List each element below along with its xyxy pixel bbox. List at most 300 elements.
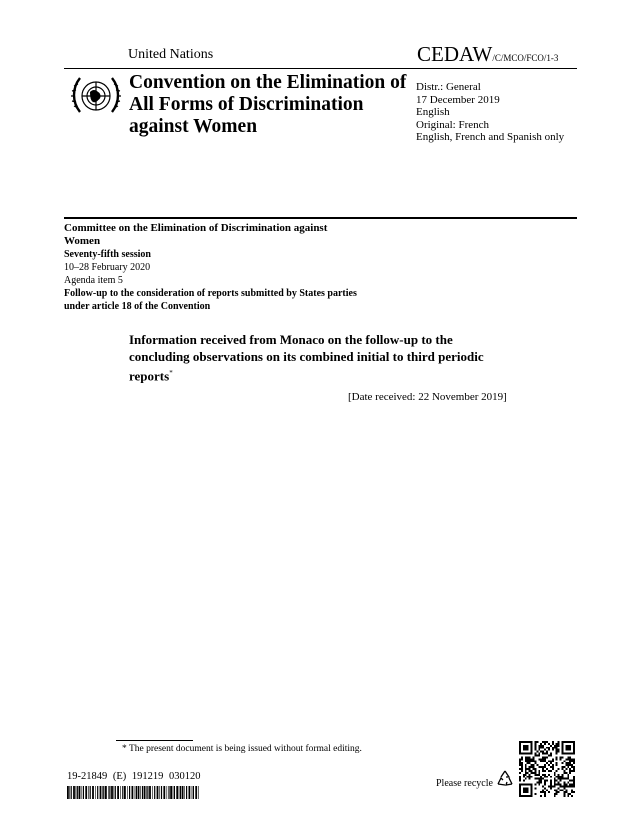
barcode-bar <box>186 786 187 799</box>
qr-module <box>531 772 533 774</box>
qr-module <box>519 762 521 764</box>
qr-module <box>563 793 565 795</box>
barcode-bar <box>97 786 98 799</box>
qr-module <box>571 766 573 768</box>
distribution-languages: English, French and Spanish only <box>416 131 565 143</box>
qr-module <box>527 772 529 774</box>
qr-module <box>548 770 550 772</box>
qr-module <box>550 787 552 789</box>
qr-module <box>561 778 563 780</box>
qr-module <box>550 753 552 755</box>
qr-module <box>558 778 560 780</box>
qr-module <box>540 751 542 753</box>
qr-module <box>569 760 571 762</box>
barcode-bar <box>161 786 162 799</box>
qr-module <box>556 783 558 785</box>
qr-module <box>540 758 542 760</box>
qr-module <box>542 774 544 776</box>
barcode-bar <box>147 786 148 799</box>
qr-module <box>573 768 575 770</box>
qr-module <box>540 795 542 797</box>
qr-module <box>573 780 575 782</box>
qr-module <box>563 778 565 780</box>
qr-module <box>538 774 540 776</box>
barcode-bar <box>103 786 104 799</box>
qr-module <box>525 768 527 770</box>
qr-module <box>527 756 529 758</box>
qr-module <box>550 766 552 768</box>
qr-module <box>565 768 567 770</box>
qr-module <box>561 768 563 770</box>
qr-module <box>546 753 548 755</box>
distribution-block <box>416 81 596 144</box>
qr-module <box>519 741 521 755</box>
qr-module <box>540 782 542 784</box>
barcode-bar <box>182 786 184 799</box>
qr-module <box>519 778 521 780</box>
qr-module <box>525 766 527 768</box>
barcode-bar <box>69 786 70 799</box>
qr-module <box>538 782 540 784</box>
qr-module <box>565 764 567 766</box>
qr-module <box>563 782 565 784</box>
qr-module <box>544 776 546 778</box>
qr-module <box>573 760 575 762</box>
barcode-bar <box>136 786 137 799</box>
qr-module <box>533 764 535 766</box>
qr-module <box>546 776 548 778</box>
distribution-original: Original: French <box>416 118 490 131</box>
barcode-bar <box>100 786 102 799</box>
qr-module <box>542 778 544 780</box>
qr-module <box>546 751 548 753</box>
qr-module <box>536 778 538 780</box>
barcode-bar <box>71 786 72 799</box>
qr-module <box>561 762 563 764</box>
barcode-bar <box>85 786 87 799</box>
barcode-bar <box>168 786 169 799</box>
qr-module <box>531 741 533 755</box>
qr-module <box>534 747 536 749</box>
qr-module <box>561 766 563 768</box>
qr-module <box>552 785 554 787</box>
qr-module <box>569 772 571 774</box>
qr-module <box>569 780 571 782</box>
barcode-bar <box>79 786 81 799</box>
qr-module <box>525 764 527 766</box>
qr-module <box>519 780 521 782</box>
qr-module <box>538 766 540 768</box>
qr-module <box>534 762 536 764</box>
qr-module <box>544 764 546 766</box>
footnote-marker[interactable]: * <box>169 369 173 377</box>
agenda-title: Follow-up to the consideration of reports submitted by States parties under article 18 of the Convention <box>64 288 357 312</box>
barcode-bar <box>135 786 136 799</box>
qr-module <box>565 772 567 774</box>
qr-module <box>548 749 550 751</box>
qr-module <box>556 753 558 755</box>
barcode-bar <box>170 786 172 799</box>
qr-module <box>519 783 533 785</box>
qr-module <box>558 743 560 745</box>
qr-module <box>542 751 544 753</box>
convention-title: Convention on the Elimination of All Forms of Discrimination against Women <box>129 72 407 137</box>
qr-module <box>529 776 531 778</box>
qr-module <box>540 747 542 749</box>
qr-module <box>544 760 546 762</box>
qr-module <box>544 758 546 760</box>
qr-module <box>531 776 533 778</box>
qr-module <box>561 785 563 787</box>
qr-module <box>546 780 548 782</box>
qr-module <box>569 758 571 760</box>
qr-module <box>550 782 552 784</box>
qr-module <box>531 766 533 768</box>
qr-module <box>563 785 565 787</box>
qr-module <box>573 776 575 778</box>
qr-module <box>569 793 571 795</box>
session-label: Seventy-fifth session <box>64 249 151 260</box>
qr-module <box>523 745 529 751</box>
qr-module <box>561 741 575 743</box>
qr-module <box>558 751 560 753</box>
qr-module <box>561 756 563 758</box>
qr-module <box>556 780 558 782</box>
qr-module <box>565 762 567 764</box>
qr-module <box>531 760 533 762</box>
qr-module <box>554 789 556 791</box>
qr-module <box>548 785 550 787</box>
qr-module <box>542 741 544 743</box>
qr-module <box>519 741 533 743</box>
qr-module <box>556 758 558 760</box>
qr-module <box>554 782 556 784</box>
date-received: [Date received: 22 November 2019] <box>348 391 507 403</box>
qr-module <box>556 751 558 753</box>
qr-module <box>556 756 558 758</box>
barcode-bar <box>146 786 147 799</box>
qr-module <box>544 770 546 772</box>
barcode-bar <box>111 786 113 799</box>
qr-module <box>565 758 567 760</box>
document-symbol <box>417 42 558 67</box>
qr-module <box>542 789 544 791</box>
barcode-bar <box>83 786 84 799</box>
qr-module <box>567 793 569 795</box>
qr-module <box>529 770 531 772</box>
qr-module <box>544 791 546 793</box>
barcode-bar <box>124 786 126 799</box>
qr-module <box>560 789 562 791</box>
qr-module <box>529 778 531 780</box>
qr-module <box>538 778 540 780</box>
qr-module <box>523 787 529 793</box>
qr-module <box>569 770 571 772</box>
qr-module <box>560 758 562 760</box>
qr-module <box>533 766 535 768</box>
qr-module <box>542 756 544 758</box>
qr-module <box>534 770 536 772</box>
document-number: 19-21849 (E) 191219 030120 <box>67 771 201 782</box>
qr-module <box>534 772 536 774</box>
barcode-bar <box>114 786 115 799</box>
qr-module <box>550 755 552 757</box>
barcode-bar <box>192 786 193 799</box>
committee-name: Committee on the Elimination of Discrimination against Women <box>64 222 328 247</box>
qr-module <box>536 741 538 743</box>
qr-module <box>534 774 536 776</box>
qr-module <box>571 760 573 762</box>
qr-module <box>565 783 567 785</box>
qr-module <box>558 776 560 778</box>
qr-module <box>571 791 573 793</box>
session-dates: 10–28 February 2020 <box>64 262 151 273</box>
barcode-bar <box>184 786 185 799</box>
qr-module <box>540 791 542 793</box>
qr-module <box>538 780 540 782</box>
qr-module <box>544 753 546 755</box>
barcode-bar <box>105 786 107 799</box>
qr-module <box>544 766 546 768</box>
qr-module <box>531 764 533 766</box>
qr-module <box>554 785 556 787</box>
qr-module <box>548 760 550 762</box>
barcode-bar <box>109 786 110 799</box>
qr-module <box>558 745 560 747</box>
qr-module <box>538 745 540 747</box>
barcode-bar <box>189 786 191 799</box>
qr-module <box>571 764 573 766</box>
qr-module <box>554 745 556 747</box>
barcode-bar <box>88 786 89 799</box>
qr-module <box>538 755 540 757</box>
qr-module <box>565 745 571 751</box>
barcode-bar <box>90 786 91 799</box>
qr-module <box>519 753 533 755</box>
qr-module <box>567 778 569 780</box>
qr-module <box>544 787 546 789</box>
qr-module <box>556 776 558 778</box>
qr-module <box>550 785 552 787</box>
qr-module <box>540 745 542 747</box>
barcode-bar <box>132 786 134 799</box>
qr-module <box>536 774 538 776</box>
qr-module <box>542 770 544 772</box>
qr-module <box>544 774 546 776</box>
qr-module <box>567 756 569 758</box>
qr-module <box>542 747 544 749</box>
qr-module <box>550 776 552 778</box>
qr-module <box>552 766 554 768</box>
barcode-bar <box>115 786 116 799</box>
qr-module <box>538 783 540 785</box>
qr-module <box>554 795 556 797</box>
qr-module <box>556 745 558 747</box>
qr-module <box>558 787 560 789</box>
qr-module <box>567 758 569 760</box>
qr-module <box>519 772 521 774</box>
barcode-bar <box>198 786 199 799</box>
qr-module <box>534 753 536 755</box>
qr-module <box>567 766 569 768</box>
distribution-date: 17 December 2019 <box>416 93 500 106</box>
qr-module <box>548 755 550 757</box>
qr-module <box>550 760 552 762</box>
barcode-bar <box>73 786 75 799</box>
qr-module <box>565 791 567 793</box>
qr-module <box>534 793 536 795</box>
qr-module <box>573 783 575 785</box>
qr-module <box>552 764 554 766</box>
qr-module <box>523 780 525 782</box>
barcode-bar <box>81 786 82 799</box>
qr-module <box>548 764 550 766</box>
distribution-line: Distr.: General <box>416 81 481 93</box>
qr-module <box>525 774 527 776</box>
qr-module <box>536 751 538 753</box>
qr-module <box>531 770 533 772</box>
qr-module <box>523 776 525 778</box>
qr-module <box>558 791 560 793</box>
qr-module <box>558 749 560 751</box>
qr-module <box>552 758 554 760</box>
qr-module <box>561 753 575 755</box>
barcode-bar <box>77 786 78 799</box>
qr-module <box>534 787 536 789</box>
qr-module <box>521 770 523 772</box>
barcode-bar <box>144 786 146 799</box>
qr-module <box>529 760 531 762</box>
qr-module <box>573 785 575 787</box>
qr-module <box>529 768 531 770</box>
barcode-bar <box>167 786 168 799</box>
qr-module <box>556 764 558 766</box>
qr-module <box>550 783 552 785</box>
qr-module <box>573 758 575 760</box>
qr-module <box>534 745 536 747</box>
qr-module <box>556 762 558 764</box>
qr-module <box>521 758 523 760</box>
qr-module <box>542 760 544 762</box>
qr-module <box>519 795 533 797</box>
qr-module <box>540 776 542 778</box>
qr-module <box>521 768 523 770</box>
qr-module <box>563 770 565 772</box>
qr-module <box>571 783 573 785</box>
qr-module <box>561 789 563 791</box>
qr-module <box>540 760 542 762</box>
barcode-bar <box>173 786 174 799</box>
barcode-bar <box>154 786 155 799</box>
qr-module <box>546 762 548 764</box>
qr-module <box>534 760 536 762</box>
qr-module <box>542 785 544 787</box>
committee-block <box>64 222 364 313</box>
qr-module <box>542 745 544 747</box>
barcode-bar <box>122 786 123 799</box>
qr-module <box>560 783 562 785</box>
qr-module <box>542 791 544 793</box>
qr-module <box>563 787 565 789</box>
recycle-icon <box>494 768 516 790</box>
qr-module <box>569 756 571 758</box>
qr-module <box>550 770 552 772</box>
footnote: * The present document is being issued without formal editing. <box>122 744 362 754</box>
qr-module <box>542 758 544 760</box>
qr-module <box>558 782 560 784</box>
qr-module <box>519 758 521 760</box>
qr-module <box>550 762 552 764</box>
qr-module <box>525 756 527 758</box>
qr-module <box>567 774 569 776</box>
qr-module <box>527 760 529 762</box>
qr-module <box>558 774 560 776</box>
qr-module <box>563 772 565 774</box>
qr-module <box>548 774 550 776</box>
qr-module <box>544 749 546 751</box>
qr-module <box>556 791 558 793</box>
qr-module <box>571 789 573 791</box>
qr-module <box>565 778 567 780</box>
qr-module <box>556 747 558 749</box>
qr-module <box>569 764 571 766</box>
symbol-suffix: /C/MCO/FCO/1-3 <box>492 53 559 63</box>
qr-module <box>560 785 562 787</box>
qr-module <box>536 764 538 766</box>
qr-module <box>560 776 562 778</box>
qr-module <box>556 770 558 772</box>
barcode-bar <box>163 786 165 799</box>
qr-module <box>560 756 562 758</box>
qr-module <box>544 780 546 782</box>
barcode-bar <box>180 786 181 799</box>
qr-module <box>534 741 536 743</box>
qr-module <box>525 758 527 760</box>
qr-module <box>544 795 546 797</box>
qr-module <box>538 753 540 755</box>
qr-module <box>565 789 567 791</box>
qr-module <box>567 776 569 778</box>
qr-module <box>563 783 565 785</box>
qr-module <box>548 743 550 745</box>
qr-module <box>536 782 538 784</box>
qr-module <box>546 789 548 791</box>
main-heading <box>129 331 509 384</box>
qr-module <box>527 776 529 778</box>
qr-module <box>534 755 536 757</box>
qr-module <box>573 778 575 780</box>
qr-module <box>529 774 531 776</box>
qr-module <box>573 782 575 784</box>
barcode-bar <box>140 786 141 799</box>
qr-module <box>533 772 535 774</box>
qr-module <box>525 778 527 780</box>
barcode-bar <box>157 786 159 799</box>
barcode-bar <box>142 786 143 799</box>
qr-module <box>538 758 540 760</box>
qr-module <box>536 755 538 757</box>
qr-module <box>538 770 540 772</box>
barcode-bar <box>120 786 121 799</box>
qr-module <box>540 743 542 745</box>
qr-module <box>552 760 554 762</box>
qr-module <box>534 783 536 785</box>
barcode-bar <box>149 786 151 799</box>
qr-module <box>561 741 563 755</box>
qr-module <box>544 743 546 745</box>
barcode-bar <box>176 786 178 799</box>
qr-module <box>569 768 571 770</box>
